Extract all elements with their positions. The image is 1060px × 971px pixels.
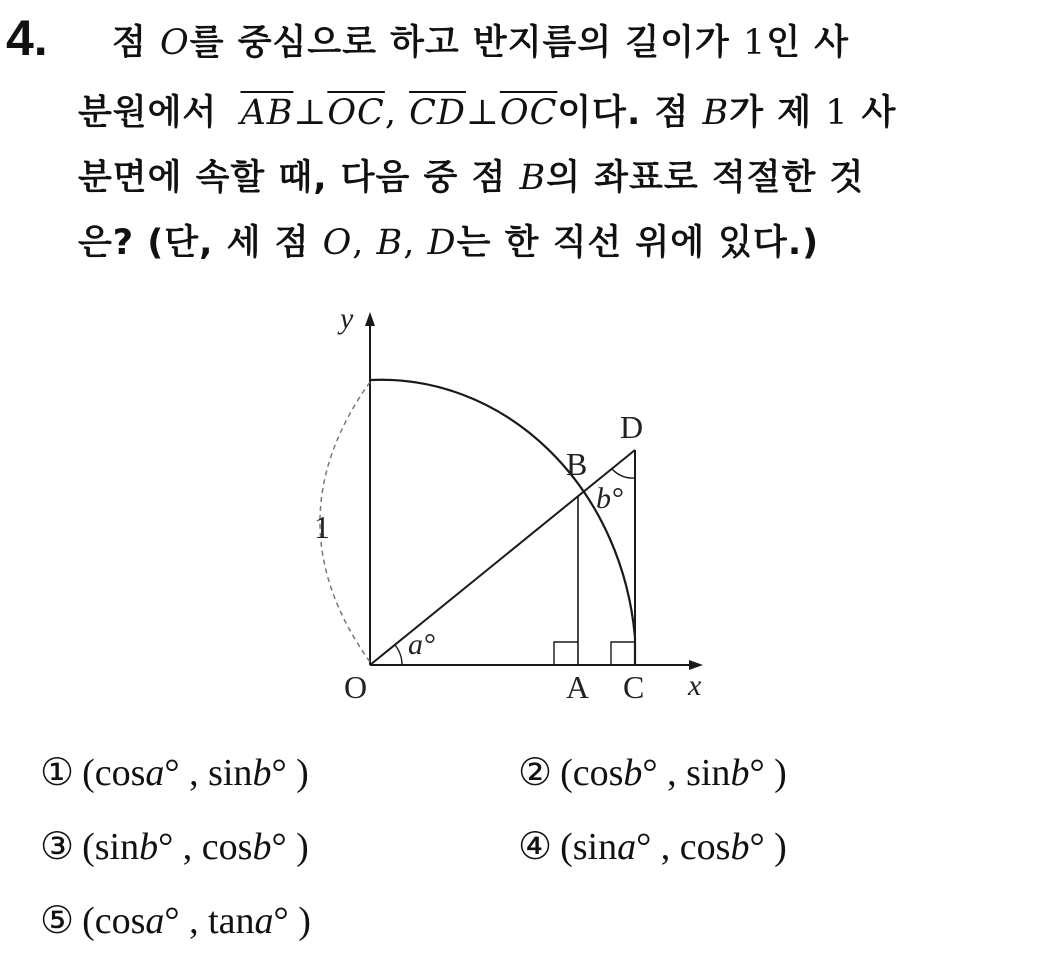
choice-3-var2: b [252,826,272,868]
y-axis-label: y [340,302,354,335]
angle-a-arc [395,645,402,665]
choice-5-func2: ° , tan [164,900,255,942]
x-axis-label: x [688,669,702,702]
point-c-label: C [623,669,645,705]
choice-5-var2: a [254,900,274,942]
right-angle-c [611,642,635,665]
choice-4-func1: (sin [560,826,618,868]
choice-4-end: ° ) [749,826,787,868]
segment-oc-1: $\overline{OC}$ [327,93,385,133]
q1-point-o: O [160,23,190,63]
q2-text-c: 가 제 [729,93,826,133]
choice-4-var1: a [617,826,637,868]
q2-text-a: 분원에서 [78,93,231,133]
q4-point-b: B [376,223,404,263]
choice-3-func1: (sin [82,826,140,868]
choice-1-var1: a [145,752,165,794]
q4-comma-1: , [352,223,377,263]
point-a-label: A [566,669,590,705]
point-b-label: B [566,446,588,482]
q3-text-a: 분면에 속할 때, 다음 중 점 [78,158,520,198]
point-d-label: D [620,409,644,445]
question-line-2 [78,88,896,138]
perp-symbol-2: ⊥ [465,93,500,133]
right-angle-a [554,642,578,665]
segment-cd: $\overline{CD}$ [409,93,466,133]
q2-text-d: 사 [848,93,897,133]
choice-2-func1: (cos [560,752,624,794]
choice-2-var1: b [623,752,643,794]
choice-4-mark: ④ [518,826,553,868]
choice-1-var2: b [252,752,272,794]
choice-2-mark: ② [518,752,553,794]
choice-5-var1: a [145,900,165,942]
choice-4[interactable] [518,822,787,872]
y-axis-arrow [365,312,375,326]
q3-point-b: B [519,158,547,198]
choice-3[interactable] [40,822,309,872]
q1-radius-value: 1 [742,23,767,63]
choice-3-var1: b [139,826,159,868]
point-o-label: O [344,669,368,705]
choice-1-mark: ① [40,752,75,794]
radius-label: 1 [314,509,330,545]
choice-1-end: ° ) [271,752,309,794]
question-line-4 [78,218,819,268]
choice-1[interactable] [40,748,309,798]
choice-2-var2: b [730,752,750,794]
geometry-figure [290,290,740,710]
q2-quadrant-number: 1 [825,93,849,133]
choice-5-end: ° ) [273,900,311,942]
q2-point-b: B [702,93,730,133]
choice-2-func2: ° , sin [642,752,731,794]
q4-text-b: 는 한 직선 위에 있다.) [456,223,820,263]
q4-comma-2: , [403,223,428,263]
q1-text-c: 인 사 [766,23,850,63]
choice-1-func1: (cos [82,752,146,794]
angle-a-label: a° [408,628,435,661]
q4-point-d: D [427,223,457,263]
q4-point-o: O [322,223,353,263]
perp-symbol-1: ⊥ [293,93,328,133]
angle-b-label: b° [596,482,623,515]
choice-5[interactable] [40,896,311,946]
choice-3-func2: ° , cos [158,826,253,868]
choice-4-func2: ° , cos [636,826,731,868]
choice-2[interactable] [518,748,787,798]
choice-2-end: ° ) [749,752,787,794]
q1-text-b: 를 중심으로 하고 반지름의 길이가 [189,23,743,63]
question-line-3 [78,153,864,203]
choice-3-mark: ③ [40,826,75,868]
q1-text-a: 점 [112,23,160,63]
q4-text-a: 은? (단, 세 점 [78,223,323,263]
q3-text-b: 의 좌표로 적절한 것 [546,158,865,198]
choice-1-func2: ° , sin [164,752,253,794]
choice-3-end: ° ) [271,826,309,868]
segment-oc-2: $\overline{OC}$ [499,93,558,133]
choice-5-mark: ⑤ [40,900,75,942]
q2-text-b: 이다. 점 [557,93,703,133]
segment-ab: $\overline{AB}$ [240,93,294,133]
choice-4-var2: b [730,826,750,868]
q2-comma: , [384,93,410,133]
angle-b-arc [612,469,635,478]
choice-5-func1: (cos [82,900,146,942]
question-line-1 [112,18,849,68]
question-number: 4. [6,10,48,66]
